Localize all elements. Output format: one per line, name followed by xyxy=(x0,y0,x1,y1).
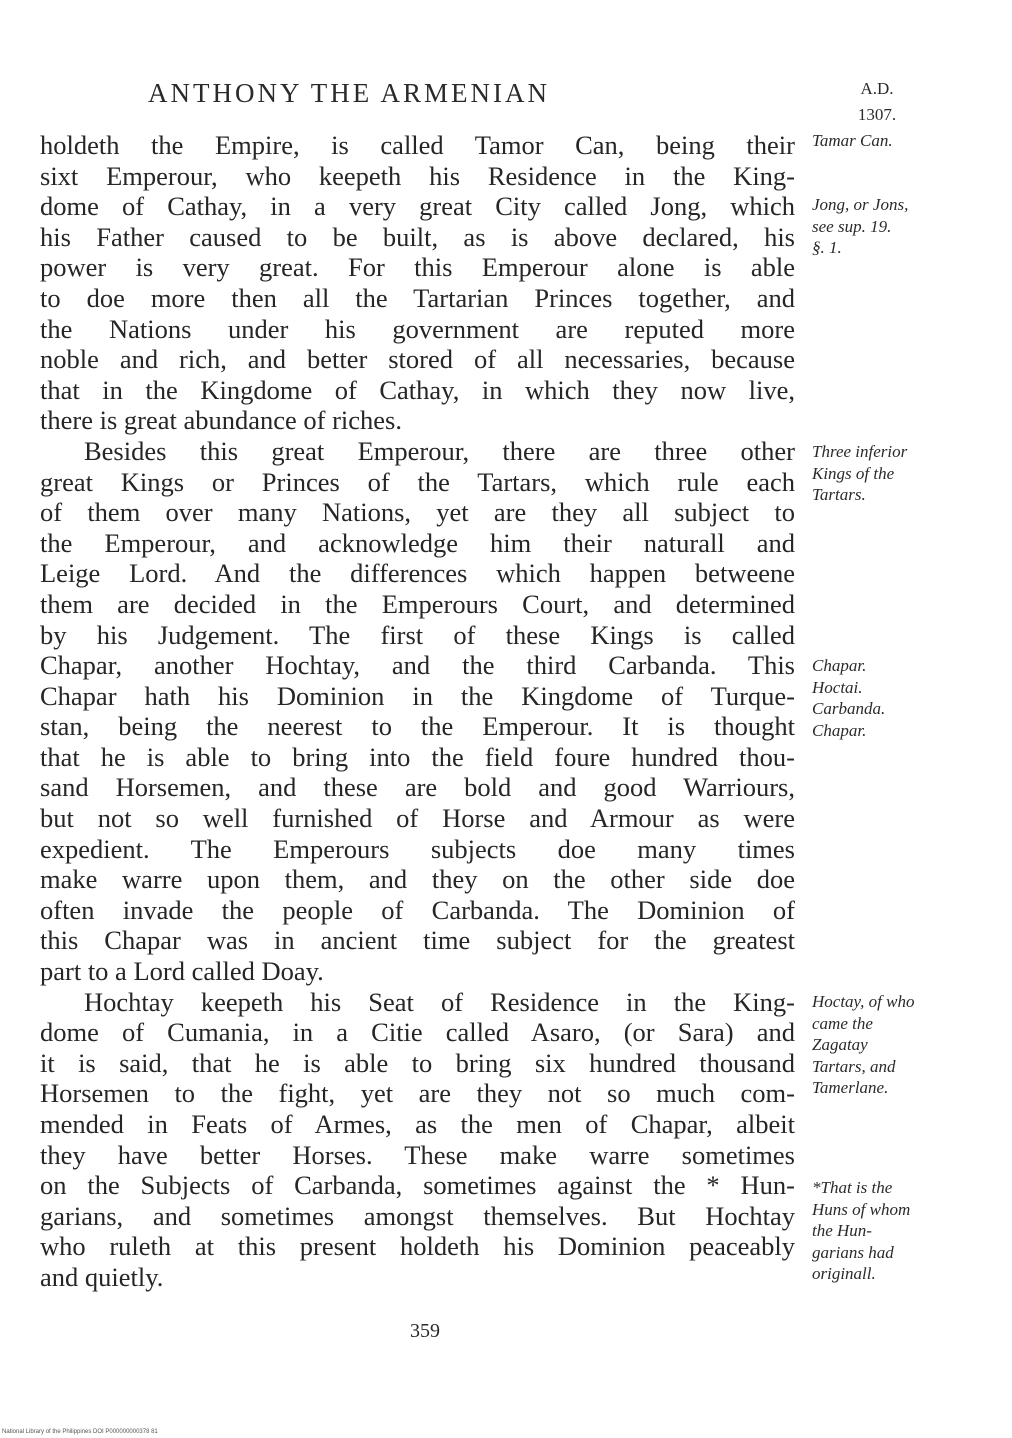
text-line: stan, being the neerest to the Emperour. It is thought xyxy=(40,711,795,742)
text-line: part to a Lord called Doay. xyxy=(40,956,324,987)
margin-note-line: Tartars, and xyxy=(812,1056,896,1076)
text-line: Leige Lord. And the differences which happen betweene xyxy=(40,558,795,589)
text-line: often invade the people of Carbanda. The Dominion of xyxy=(40,894,795,925)
text-line: them are decided in the Emperours Court, and determined xyxy=(40,588,795,619)
text-line: on the Subjects of Carbanda, sometimes against the * Hun- xyxy=(40,1170,795,1201)
text-line: the Nations under his government are reputed more xyxy=(40,313,795,344)
running-title: ANTHONY THE ARMENIAN xyxy=(148,78,550,108)
text-line: to doe more then all the Tartarian Princes together, and xyxy=(40,282,795,313)
margin-note-tamar xyxy=(812,130,972,152)
body-text xyxy=(40,130,795,1293)
text-line: Chapar, another Hochtay, and the third Carbanda. This xyxy=(40,650,795,681)
margin-note-line: Chapar. xyxy=(812,656,867,675)
text-line: this Chapar was in ancient time subject for the greatest xyxy=(40,925,795,956)
text-line: make warre upon them, and they on the other side doe xyxy=(40,864,795,895)
margin-note-line: Zagatay xyxy=(812,1035,868,1054)
margin-note-hoctay xyxy=(812,991,972,1099)
year-label: 1307. xyxy=(857,105,897,124)
text-line: who ruleth at this present holdeth his Dominion peaceably xyxy=(40,1231,795,1262)
page-number: 359 xyxy=(410,1320,440,1342)
text-line: garians, and sometimes amongst themselves. But Hochtay xyxy=(40,1200,795,1231)
text-line: mended in Feats of Armes, as the men of Chapar, albeit xyxy=(40,1109,795,1139)
margin-note-line: Chapar. xyxy=(812,720,867,740)
text-line: noble and rich, and better stored of all necessaries, because xyxy=(40,344,795,375)
text-line: great Kings or Princes of the Tartars, which rule each xyxy=(40,466,795,497)
margin-note-three-kings xyxy=(812,441,972,506)
text-line: of them over many Nations, yet are they all subject to xyxy=(40,497,795,528)
text-line: Hochtay keepeth his Seat of Residence in the King- xyxy=(84,986,795,1017)
margin-note-line: see sup. 19. xyxy=(812,216,892,236)
text-line: the Emperour, and acknowledge him their naturall and xyxy=(40,527,795,558)
margin-note-line: §. 1. xyxy=(812,238,842,257)
margin-note-chapar xyxy=(812,655,972,741)
margin-note-line: originall. xyxy=(812,1264,876,1283)
margin-note-line: *That is the xyxy=(812,1178,893,1197)
margin-note-huns xyxy=(812,1177,972,1285)
text-line: that he is able to bring into the field foure hundred thou- xyxy=(40,741,795,772)
text-line: they have better Horses. These make warre sometimes xyxy=(40,1139,795,1170)
margin-note-line: Tamerlane. xyxy=(812,1078,889,1097)
text-line: there is great abundance of riches. xyxy=(40,405,402,436)
margin-note-line: Hoctay, of who xyxy=(812,992,915,1011)
margin-note-line: Carbanda. xyxy=(812,699,886,718)
text-line: expedient. The Emperours subjects doe many times xyxy=(40,833,795,864)
text-line: by his Judgement. The first of these Kings is called xyxy=(40,619,795,650)
text-line: sixt Emperour, who keepeth his Residence in the King- xyxy=(40,160,795,191)
margin-note-line: the Hun- xyxy=(812,1221,872,1240)
text-line: but not so well furnished of Horse and Armour as were xyxy=(40,803,795,834)
text-line: Chapar hath his Dominion in the Kingdome of Turque- xyxy=(40,680,795,711)
text-line: his Father caused to be built, as is above declared, his xyxy=(40,221,795,252)
margin-note-line: Huns of whom xyxy=(812,1199,911,1219)
text-line: sand Horsemen, and these are bold and good Warriours, xyxy=(40,772,795,803)
ad-label: A.D. xyxy=(860,79,894,98)
scan-credit: National Library of the Philippines DOI P000000000378 81 xyxy=(2,1429,158,1435)
margin-note-jong xyxy=(812,194,972,259)
margin-note-line: Kings of the xyxy=(812,463,895,483)
text-line: power is very great. For this Emperour alone is able xyxy=(40,252,795,283)
text-line: holdeth the Empire, is called Tamor Can, being their xyxy=(40,130,795,160)
ad-year-marker xyxy=(842,76,912,128)
margin-note-line: Hoctai. xyxy=(812,677,863,697)
text-line: Horsemen to the fight, yet are they not so much com- xyxy=(40,1078,795,1109)
text-line: dome of Cathay, in a very great City called Jong, which xyxy=(40,191,795,222)
text-line: and quietly. xyxy=(40,1261,164,1292)
margin-note-line: Three inferior xyxy=(812,442,908,461)
margin-note-line: Jong, or Jons, xyxy=(812,195,909,214)
margin-note-line: Tamar Can. xyxy=(812,131,893,150)
text-line: dome of Cumania, in a Citie called Asaro, (or Sara) and xyxy=(40,1017,795,1048)
margin-note-line: garians had xyxy=(812,1242,894,1262)
text-line: it is said, that he is able to bring six hundred thousand xyxy=(40,1047,795,1078)
text-line: that in the Kingdome of Cathay, in which they now live, xyxy=(40,374,795,405)
text-line: Besides this great Emperour, there are three other xyxy=(84,435,795,466)
margin-note-line: Tartars. xyxy=(812,485,866,504)
margin-note-line: came the xyxy=(812,1013,873,1033)
